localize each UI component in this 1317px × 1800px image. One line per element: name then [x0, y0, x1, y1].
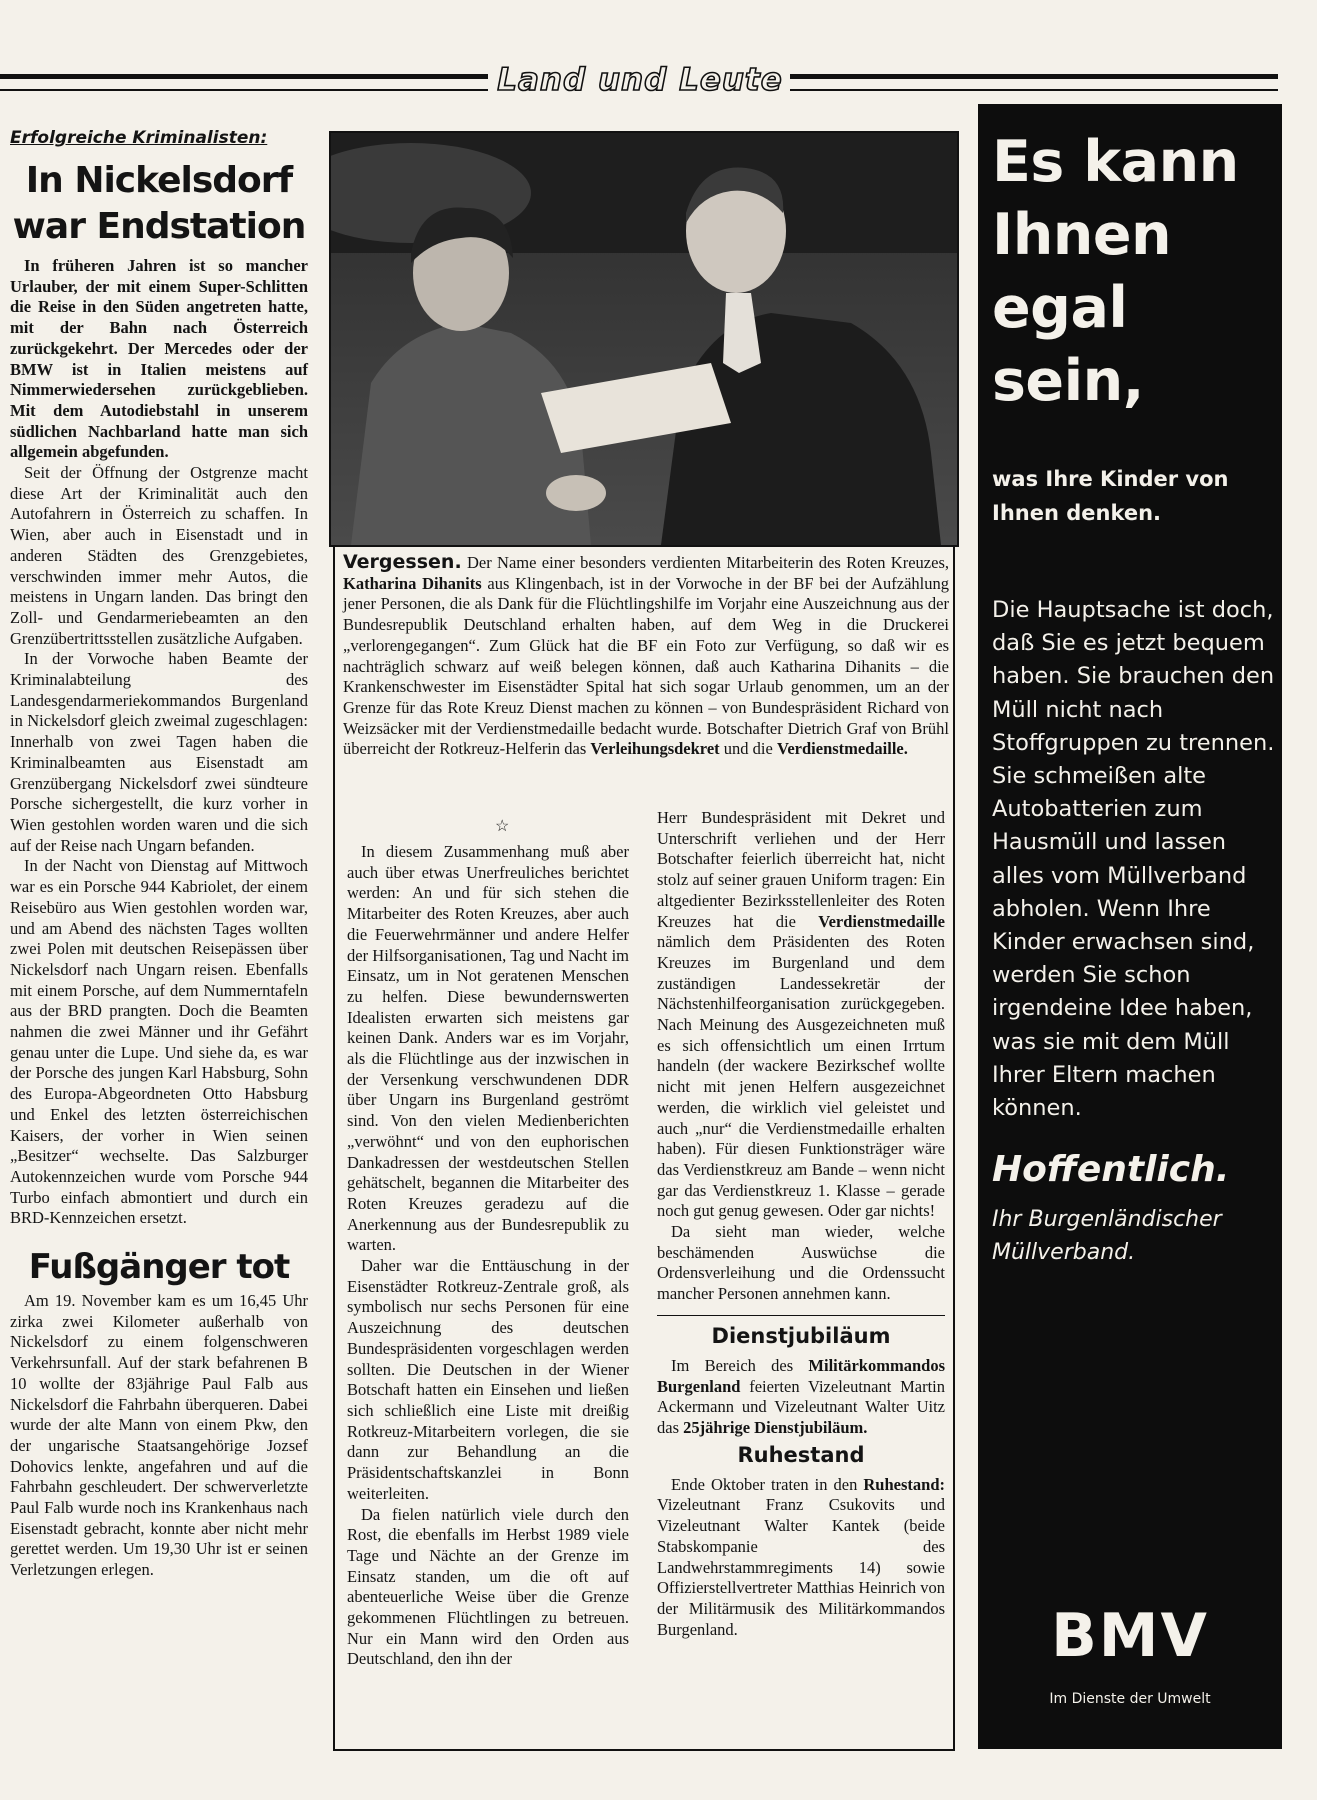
- paragraph: [657, 1356, 945, 1439]
- paragraph: In der Nacht von Dienstag auf Mittwoch war es ein Porsche 944 Kabriolet, der einem Reisebüro aus Wien gestohlen worden war, und am Abend des nächsten Tages wollten zwei Polen mit deutschen Reisepässen über Nickelsdorf nach Ungarn reisen. Ebenfalls mit einem Porsche, auf dem Nummerntafeln aus der BRD prangten. Doch die Beamten nahmen die zwei Männer und ihr Gefährt genau unter die Lupe. Und siehe da, es war der Porsche des jungen Karl Habsburg, Sohn des Europa-Abgeordneten Otto Habsburg und Enkel des letzten österreichischen Kaisers, der vorher in Wien seinen „Besitzer“ wechselte. Das Salzburger Autokennzeichen wurde vom Porsche 944 Turbo einfach abmontiert und durch ein BRD-Kennzeichen ersetzt.: [10, 856, 308, 1228]
- ad-tagline: Im Dienste der Umwelt: [1049, 1691, 1211, 1707]
- text: feierten Vizeleutnant Martin Ackermann und Vizeleutnant Walter Uitz das: [657, 1376, 945, 1437]
- text: Vizeleutnant Franz Csukovits und Vizeleutnant Walter Kantek (beide Stabskompanie des Landwehrstammregiments 14) sowie Offizierstellvertreter Matthias Heinrich von der Militärmusik des Militärkommandos Burgenland.: [657, 1495, 945, 1639]
- kicker: Erfolgreiche Kriminalisten:: [10, 128, 268, 148]
- paragraph: Da fielen natürlich viele durch den Rost, die ebenfalls im Herbst 1989 viele Tage und Nächte an der Grenze im Einsatz standen, um die oft auf abenteuerliche Weise über die Grenze gekommenen Flüchtlingen zu betreuen. Nur ein Mann wird den Orden aus Deutschland, den ihn der: [347, 1504, 629, 1669]
- paragraph: In diesem Zusammenhang muß aber auch über etwas Unerfreuliches berichtet werden: An und für sich stehen die Mitarbeiter des Roten Kreuzes, aber auch die Feuerwehrmänner und andere Helfer der Hilfsorganisationen, Tag und Nacht im Einsatz, um in Not geratenen Menschen zu helfen. Diese bewundernswerten Idealisten erwarten sich meistens gar keinen Dank. Anders war es im Vorjahr, als die Flüchtlinge aus der inzwischen in der Versenkung verschwundenen DDR über Ungarn ins Burgenland geströmt sind. Von den vielen Medienberichten „verwöhnt“ und von den euphorischen Dankadressen der westdeutschen Stellen gehätschelt, begannen die Mitarbeiter des Roten Kreuzes geradezu auf die Anerkennung aus der Bundesrepublik zu warten.: [347, 842, 629, 1255]
- text: Im Bereich des: [671, 1355, 809, 1375]
- ad-body: Die Hauptsache ist doch, daß Sie es jetzt bequem haben. Sie brauchen den Müll nicht nach Stoffgruppen zu trennen. Sie schmeißen alte Autobatterien zum Hausmüll und lassen alles vom Müllverband abholen. Wenn Ihre Kinder erwachsen sind, werden Sie schon irgendeine Idee haben, was sie mit dem Müll Ihrer Eltern machen können.: [992, 597, 1275, 1122]
- paragraph: Seit der Öffnung der Ostgrenze macht diese Art der Kriminalität auch den Autofahrern in Österreich zu schaffen. In Wien, aber auch in Eisenstadt und in anderen Städten des Grenzgebietes, verschwinden immer mehr Autos, die meistens in Ungarn landen. Das bringt den Zoll- und Gendarmeriebeamten an den Grenzübertrittsstellen zusätzliche Aufgaben.: [10, 463, 308, 648]
- ad-subheadline: was Ihre Kinder von Ihnen denken.: [992, 467, 1229, 525]
- lead-paragraph: In früheren Jahren ist so mancher Urlauber, der mit einem Super-Schlitten die Reise in den Süden angetreten hatte, mit der Bahn nach Österreich zurückgekehrt. Der Mercedes oder der BMW ist in Italien meistens auf Nimmerwiedersehen zurückgeblieben. Mit dem Autodiebstahl in unserem südlichen Nachbarland hatte man sich allgemein abgefunden.: [10, 256, 308, 462]
- bmv-logo: BMV: [1051, 1601, 1209, 1671]
- story-column-2: [657, 808, 945, 1640]
- bold-text: Militärkommandos Burgenland: [657, 1355, 945, 1396]
- ad-hope: Hoffentlich.: [992, 1149, 1230, 1190]
- caption-name: Katharina Dihanits: [343, 573, 482, 593]
- divider: [657, 1315, 945, 1316]
- photo-caption: [343, 552, 949, 760]
- subhead-ruhestand: Ruhestand: [737, 1442, 865, 1467]
- text: Herr Bundespräsident mit Dekret und Unterschrift verliehen und der Herr Botschafter feierlich überreicht hat, nicht stolz auf seiner grauen Uniform tragen: Ein altgedienter Bezirksstellenleiter des Roten Kreuzes hat die: [657, 808, 945, 931]
- star-divider: ☆: [495, 818, 510, 835]
- advertisement: [978, 104, 1282, 1749]
- subhead-dienstjubilaeum: Dienstjubiläum: [711, 1323, 891, 1348]
- caption-text: Der Name einer besonders verdienten Mitarbeiterin des Roten Kreuzes,: [461, 553, 949, 572]
- header-rule-right: [790, 74, 1278, 91]
- paragraph: [657, 1475, 945, 1641]
- caption-bold: Verdienstmedaille.: [776, 739, 908, 759]
- text: nämlich dem Präsidenten des Roten Kreuzes im Burgenland und dem zuständigen Landessekretär der Nächstenhilfeorganisation zurückgegeben. Nach Meinung des Ausgezeichneten muß es sich offensichtlich um einen Irrtum handeln (der wackere Bezirkschef wollte nicht mit jenen Helfern ausgezeichnet werden, die wirklich viel geleistet und auch „nur“ die Verdienstmedaille erhalten haben). Für diesen Funktionsträger wäre das Verdienstkreuz am Bande – wenn nicht gar das Verdienstkreuz 1. Klasse – gerade noch gut genug gewesen. Oder gar nichts!: [657, 932, 945, 1221]
- caption-bold: Verleihungsdekret: [590, 739, 720, 759]
- story-box: [333, 546, 955, 1751]
- paragraph: In der Vorwoche haben Beamte der Kriminalabteilung des Landesgendarmeriekommandos Burgenland in Nickelsdorf gleich zweimal zugeschlagen: Innerhalb von zwei Tagen haben die Kriminalbeamten aus Eisenstadt am Grenzübergang Nickelsdorf zwei sündteure Porsche sichergestellt, die kurz vorher in Wien gestohlen worden waren und die sich auf der Reise nach Ungarn befanden.: [10, 649, 308, 855]
- paragraph: [657, 808, 945, 1222]
- caption-text: und die: [719, 739, 777, 759]
- header-rule-left: [0, 74, 488, 91]
- photo: [329, 131, 959, 547]
- paragraph: Da sieht man wieder, welche beschämenden Auswüchse die Ordensverleihung und die Ordenssucht mancher Personen annehmen kann.: [657, 1222, 945, 1304]
- paragraph: Am 19. November kam es um 16,45 Uhr zirka zwei Kilometer außerhalb von Nickelsdorf zu einem folgenschweren Verkehrsunfall. Auf der stark befahrenen B 10 wollte der 83jährige Paul Falb aus Nickelsdorf die Fahrbahn überqueren. Dabei wurde der alte Mann von einem Pkw, den der ungarische Staatsangehörige Jozsef Dohovics lenkte, angefahren und auf die Fahrbahn geschleudert. Der schwerverletzte Paul Falb wurde noch ins Krankenhaus nach Eisenstadt gebracht, konnte aber nicht mehr gerettet werden. Um 19,30 Uhr ist er seinen Verletzungen erlegen.: [10, 1291, 308, 1580]
- story-column-1: [347, 842, 629, 1670]
- bold-text: Ruhestand:: [863, 1474, 945, 1494]
- award-ceremony-photo: [331, 133, 957, 545]
- ad-signature: Ihr Burgenländischer Müllverband.: [992, 1207, 1222, 1265]
- headline-2: Fußgänger tot: [28, 1247, 290, 1288]
- paragraph: Daher war die Enttäuschung in der Eisenstädter Rotkreuz-Zentrale groß, als symbolisch nur sechs Personen für eine Auszeichnung des deutschen Bundespräsidenten vorgeschlagen werden sollten. Die Deutschen in der Wiener Botschaft hatten ein Einsehen und ließen sich schließlich eine Liste mit dreißig Rotkreuz-Mitarbeitern vorlegen, die sie dann zur Behandlung an die Präsidentschaftskanzlei in Bonn weiterleiten.: [347, 1256, 629, 1503]
- bold-text: Verdienstmedaille: [818, 911, 945, 931]
- caption-text: aus Klingenbach, ist in der Vorwoche in der BF bei der Aufzählung jener Personen, die als Dank für die Flüchtlingshilfe im Vorjahr eine Auszeichnung aus der Bundesrepublik Deutschland erhalten haben, auf dem Weg in die Druckerei „verlorengegangen“. Zum Glück hat die BF ein Foto zur Verfügung, so daß wir es nachträglich schwarz auf weiß belegen können, daß auch Katharina Dihanits – die Krankenschwester im Eisenstädter Spital hat sich sogar Urlaub genommen, um an der Grenze für das Rote Kreuz Dienst machen zu können – von Bundespräsident Richard von Weizsäcker mit der Verdienstmedaille bedacht wurde. Botschafter Dietrich Graf von Brühl überreicht der Rotkreuz-Helferin das: [343, 573, 949, 759]
- caption-lead: Vergessen.: [343, 551, 462, 573]
- text: Ende Oktober traten in den: [671, 1474, 864, 1494]
- section-title: Land und Leute: [497, 62, 783, 98]
- left-column: [10, 128, 308, 1581]
- headline: In Nickelsdorf war Endstation: [12, 160, 306, 247]
- bold-text: 25jährige Dienstjubiläum.: [683, 1417, 868, 1437]
- ad-headline: Es kann Ihnen egal sein,: [992, 129, 1239, 414]
